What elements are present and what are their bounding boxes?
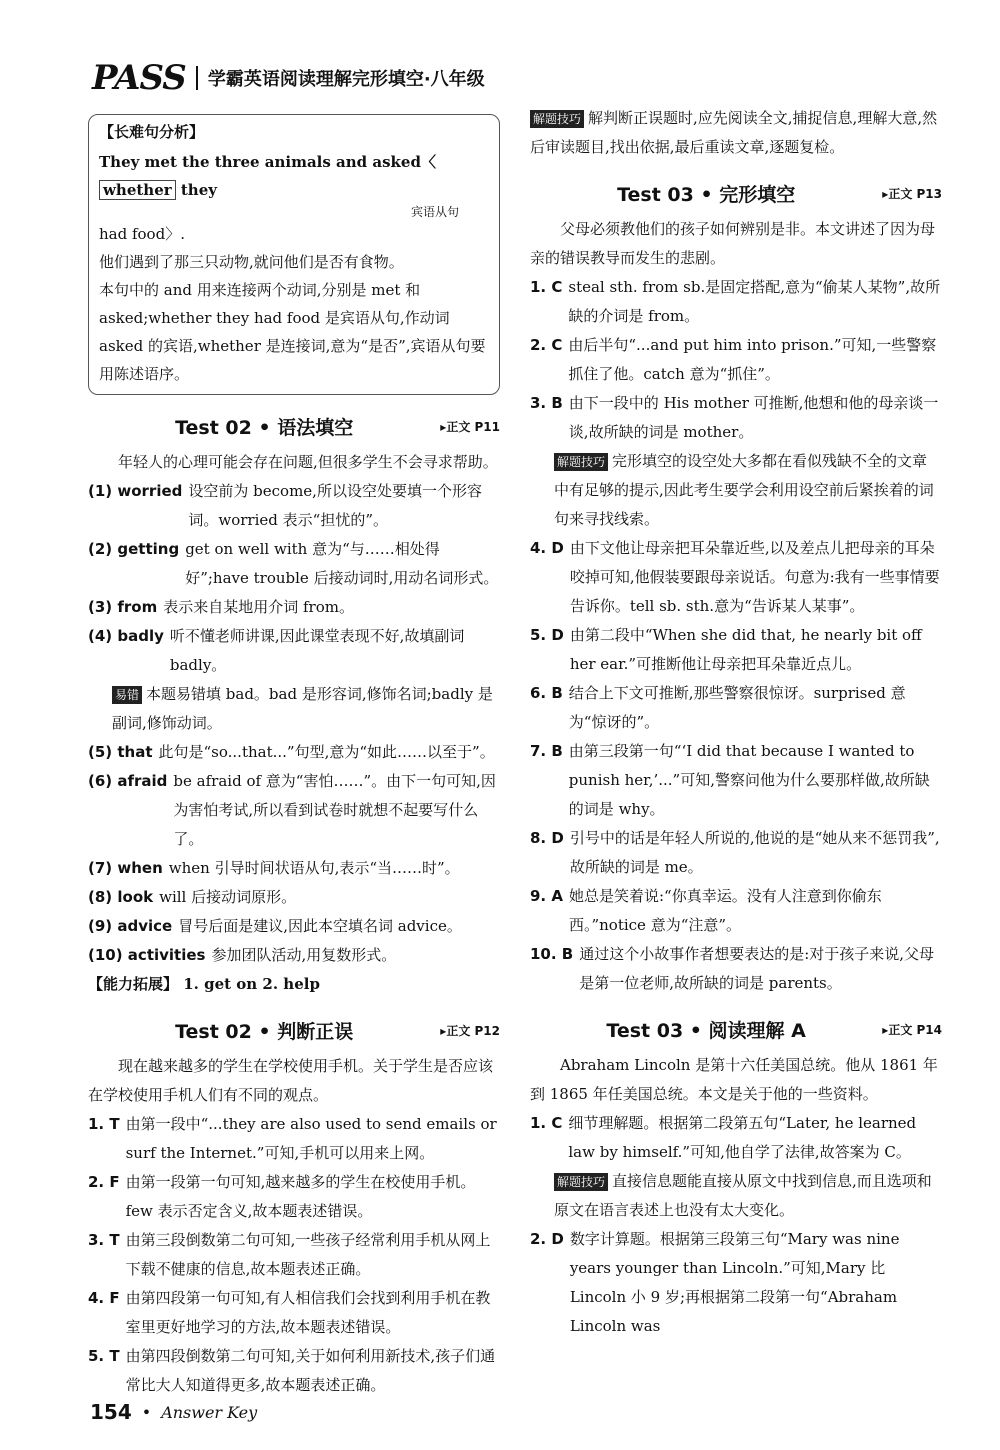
answer-explanation: 由后半句“...and put him into prison.”可知,一些警察抓住了他。catch 意为“抓住”。 (568, 336, 937, 383)
answer-explanation: 通过这个小故事作者想要表达的是:对于孩子来说,父母是第一位老师,故所缺的词是 parents。 (579, 945, 935, 992)
answer-item (88, 883, 500, 912)
answer-item (530, 273, 942, 331)
box-sentence: They met the three animals and asked〈whether they (99, 153, 436, 199)
answer-item (530, 621, 942, 679)
box-sentence-end: had food〉. (99, 225, 185, 243)
answer-explanation: 她总是笑着说:“你真幸运。没有人注意到你偷东西。”notice 意为“注意”。 (568, 887, 882, 934)
answer-number: (4) badly (88, 627, 164, 645)
section-heading: Test 02 • 语法填空 ▸正文 P11 (175, 417, 500, 439)
footer-bullet: • (141, 1402, 152, 1422)
answer-explanation: 由第二段中“When she did that, he nearly bit off her ear.”可推断他让母亲把耳朵靠近点儿。 (569, 626, 922, 673)
pass-logo: PASS (92, 58, 186, 98)
book-title: 学霸英语阅读理解完形填空·八年级 (207, 69, 485, 90)
tip: 解题技巧 解判断正误题时,应先阅读全文,捕捉信息,理解大意,然后审读题目,找出依据,最后重读文章,逐题复检。 (530, 109, 938, 156)
answer-number: 5. D (530, 626, 564, 644)
answer-explanation: 由第三段倒数第二句可知,一些孩子经常利用手机从网上下载不健康的信息,故本题表述正确。 (125, 1231, 491, 1278)
answer-explanation: 由第四段第一句可知,有人相信我们会找到利用手机在教室里更好地学习的方法,故本题表述错误。 (125, 1289, 491, 1336)
answer-explanation: be afraid of 意为“害怕……”。由下一句可知,因为害怕考试,所以看到试卷时就想不起要写什么了。 (173, 772, 496, 848)
section-intro: 现在越来越多的学生在学校使用手机。关于学生是否应该在学校使用手机人们有不同的观点。 (88, 1057, 494, 1104)
header-divider (196, 66, 198, 90)
answer-number: 4. D (530, 539, 564, 557)
answer-explanation: 结合上下文可推断,那些警察很惊讶。surprised 意为“惊讶的”。 (568, 684, 906, 731)
answer-number: 10. B (530, 945, 574, 963)
answer-item (88, 854, 500, 883)
answer-number: (10) activities (88, 946, 206, 964)
answer-explanation: get on well with 意为“与……相处得好”;have trouble 后接动词时,用动名词形式。 (185, 540, 499, 587)
answer-number: 1. T (88, 1115, 120, 1133)
answer-item (88, 622, 500, 680)
answer-item (88, 767, 500, 854)
answer-item (88, 912, 500, 941)
answer-number: 1. C (530, 1114, 563, 1132)
answer-number: 1. C (530, 278, 563, 296)
page-header (92, 58, 512, 98)
page-footer (90, 1400, 257, 1424)
answer-explanation: 表示来自某地用介词 from。 (163, 598, 354, 616)
answer-item (530, 824, 942, 882)
answer-explanation: 由下一段中的 His mother 可推断,他想和他的母亲谈一谈,故所缺的词是 mother。 (568, 394, 939, 441)
left-column (88, 110, 500, 1400)
answer-number: (8) look (88, 888, 154, 906)
page-number: 154 (90, 1400, 132, 1424)
answer-number: 3. T (88, 1231, 120, 1249)
answer-explanation: 冒号后面是建议,因此本空填名词 advice。 (178, 917, 462, 935)
tip: 解题技巧 直接信息题能直接从原文中找到信息,而且选项和原文在语言表述上也没有太大变化。 (554, 1172, 932, 1219)
section-intro: Abraham Lincoln 是第十六任美国总统。他从 1861 年到 1865 年任美国总统。本文是关于他的一些资料。 (530, 1056, 938, 1103)
answer-item (530, 534, 942, 621)
answer-item (88, 941, 500, 970)
answer-explanation: 由第一段中“...they are also used to send emails or surf the Internet.”可知,手机可以用来上网。 (125, 1115, 497, 1162)
answer-item (530, 389, 942, 447)
answer-explanation: when 引导时间状语从句,表示“当……时”。 (168, 859, 460, 877)
clause-label: 宾语从句 (410, 205, 459, 219)
answer-number: 9. A (530, 887, 563, 905)
answer-number: 2. F (88, 1173, 120, 1191)
answer-number: (9) advice (88, 917, 173, 935)
answer-item (88, 535, 500, 593)
answer-number: (3) from (88, 598, 158, 616)
tip: 易错 本题易错填 bad。bad 是形容词,修饰名词;badly 是副词,修饰动词。 (112, 685, 493, 732)
answer-item (530, 882, 942, 940)
answer-number: 8. D (530, 829, 564, 847)
right-column (530, 104, 942, 1341)
answer-number: 2. D (530, 1230, 564, 1248)
box-heading: 【长难句分析】 (99, 123, 205, 141)
answer-explanation: 引号中的话是年轻人所说的,他说的是“她从来不惩罚我”,故所缺的词是 me。 (569, 829, 940, 876)
answer-explanation: 听不懂老师讲课,因此课堂表现不好,故填副词 badly。 (169, 627, 465, 674)
section-intro: 年轻人的心理可能会存在问题,但很多学生不会寻求帮助。 (118, 453, 498, 471)
answer-explanation: 由第四段倒数第二句可知,关于如何利用新技术,孩子们通常比大人知道得更多,故本题表述正确。 (125, 1347, 496, 1394)
sentence-analysis-box (88, 114, 500, 395)
answer-explanation: 由第一段第一句可知,越来越多的学生在校使用手机。few 表示否定含义,故本题表述错误。 (125, 1173, 476, 1220)
section-heading: Test 03 • 阅读理解 A ▸正文 P14 (606, 1020, 942, 1042)
section-intro: 父母必须教他们的孩子如何辨别是非。本文讲述了因为母亲的错误教导而发生的悲剧。 (530, 220, 936, 267)
answer-number: 6. B (530, 684, 563, 702)
answer-item (88, 1342, 500, 1400)
answer-item (530, 331, 942, 389)
section-heading: Test 02 • 判断正误 ▸正文 P12 (175, 1021, 500, 1043)
answer-item (88, 1168, 500, 1226)
answer-item (88, 1284, 500, 1342)
answer-explanation: 细节理解题。根据第二段第五句“Later, he learned law by himself.”可知,他自学了法律,故答案为 C。 (568, 1114, 917, 1161)
answer-explanation: 数字计算题。根据第三段第三句“Mary was nine years younger than Lincoln.”可知,Mary 比 Lincoln 小 9 岁;再根据第二段第一句“Abraham Lincoln was (569, 1230, 900, 1335)
answer-explanation: 设空前为 become,所以设空处要填一个形容词。worried 表示“担忧的”。 (188, 482, 482, 529)
answer-item (530, 679, 942, 737)
section-heading: Test 03 • 完形填空 ▸正文 P13 (617, 184, 942, 206)
answer-number: 5. T (88, 1347, 120, 1365)
ability-extension: 【能力拓展】 1. get on 2. help (88, 975, 320, 993)
answer-item (88, 1110, 500, 1168)
answer-number: 2. C (530, 336, 563, 354)
answer-item (88, 593, 500, 622)
box-analysis: 本句中的 and 用来连接两个动词,分别是 met 和 asked;whether they had food 是宾语从句,作动词 asked 的宾语,whether 是连接词,意为“是否”,宾语从句要用陈述语序。 (99, 281, 486, 383)
whether-marker: whether (99, 180, 176, 200)
answer-number: (2) getting (88, 540, 180, 558)
answer-number: (1) worried (88, 482, 183, 500)
answer-explanation: 此句是“so...that...”句型,意为“如此……以至于”。 (158, 743, 495, 761)
answer-explanation: steal sth. from sb.是固定搭配,意为“偷某人某物”,故所缺的介词是 from。 (568, 278, 941, 325)
answer-item (530, 1109, 942, 1167)
answer-number: 3. B (530, 394, 563, 412)
tip: 解题技巧 完形填空的设空处大多都在看似残缺不全的文章中有足够的提示,因此考生要学会利用设空前后紧挨着的词句来寻找线索。 (554, 452, 934, 528)
answer-explanation: 由第三段第一句“‘I did that because I wanted to punish her,’...”可知,警察问他为什么要那样做,故所缺的词是 why。 (568, 742, 930, 818)
answer-number: (6) afraid (88, 772, 168, 790)
answer-number: (7) when (88, 859, 163, 877)
answer-explanation: 参加团队活动,用复数形式。 (211, 946, 397, 964)
answer-number: 4. F (88, 1289, 120, 1307)
answer-number: (5) that (88, 743, 153, 761)
answer-item (530, 1225, 942, 1341)
answer-item (88, 1226, 500, 1284)
answer-explanation: will 后接动词原形。 (159, 888, 297, 906)
box-translation: 他们遇到了那三只动物,就问他们是否有食物。 (99, 253, 404, 271)
answer-item (88, 477, 500, 535)
footer-label: Answer Key (161, 1402, 258, 1422)
answer-number: 7. B (530, 742, 563, 760)
answer-item (88, 738, 500, 767)
answer-item (530, 940, 942, 998)
answer-item (530, 737, 942, 824)
answer-explanation: 由下文他让母亲把耳朵靠近些,以及差点儿把母亲的耳朵咬掉可知,他假装要跟母亲说话。句意为:我有一些事情要告诉你。tell sb. sth.意为“告诉某人某事”。 (569, 539, 940, 615)
